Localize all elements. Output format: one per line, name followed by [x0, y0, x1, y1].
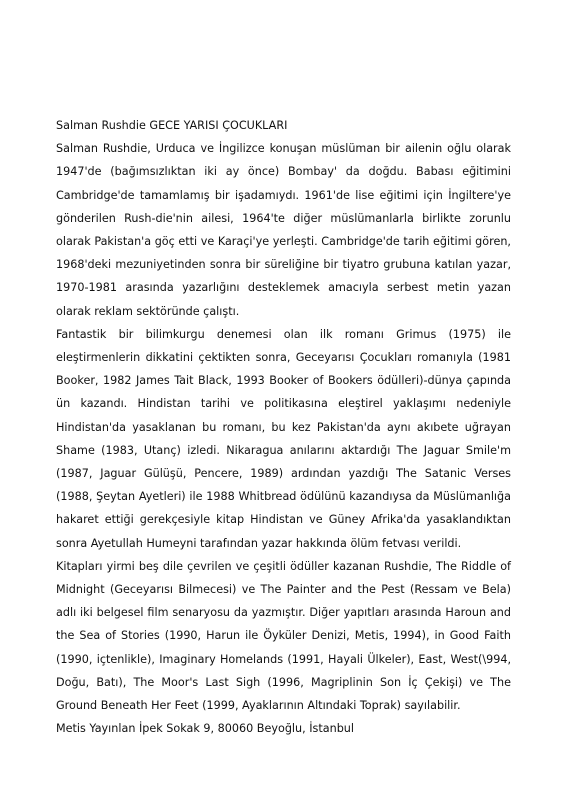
document-page: [56, 114, 511, 740]
paragraph-biography: Salman Rushdie, Urduca ve İngilizce konuşan müslüman bir ailenin oğlu olarak 1947'de (bağımsızlıktan iki ay önce) Bombay' da doğdu. Babası eğitimini Cambridge'de tamamlamış bir işadamıydı. 1961'de lise eğitimi için İngiltere'ye gönderilen Rush-die'nin ailesi, 1964'te diğer müslümanlarla birlikte zorunlu olarak Pakistan'a göç etti ve Karaçi'ye yerleşti. Cambridge'de tarih eğitimi gören, 1968'deki mezuniyetinden sonra bir süreliğine bir tiyatro grubuna katılan yazar, 1970-1981 arasında yazarlığını desteklemek amacıyla serbest metin yazan olarak reklam sektöründe çalıştı.: [56, 142, 511, 318]
paragraph-career: Fantastik bir bilimkurgu denemesi olan ilk romanı Grimus (1975) ile eleştirmenlerin dikkatini çektikten sonra, Geceyarısı Çocukları romanıyla (1981 Booker, 1982 James Tait Black, 1993 Booker of Bookers ödülleri)-dünya çapında ün kazandı. Hindistan tarihi ve politikasına eleştirel yaklaşımı nedeniyle Hindistan'da yasaklanan bu romanı, bu kez Pakistan'da aynı akıbete uğrayan Shame (1983, Utanç) izledi. Nikaragua anılarını aktardığı The Jaguar Smile'm (1987, Jaguar Gülüşü, Pencere, 1989) ardından yazdığı The Satanic Verses (1988, Şeytan Ayetleri) ile 1988 Whitbread ödülünü kazandıysa da Müslümanlığa hakaret ettiği gerekçesiyle kitap Hindistan ve Güney Afrika'da yasaklandıktan sonra Ayetullah Humeyni tarafından yazar hakkında ölüm fetvası verildi.: [56, 327, 511, 550]
publisher-address: Metis Yayınlan İpek Sokak 9, 80060 Beyoğlu, İstanbul: [56, 722, 355, 736]
paragraph-works: Kitapları yirmi beş dile çevrilen ve çeşitli ödüller kazanan Rushdie, The Riddle of Midnight (Geceyarısı Bilmecesi) ve The Painter and the Pest (Ressam ve Bela) adlı iki belgesel film senaryosu da yazmıştır. Diğer yapıtları arasında Haroun and the Sea of Stories (1990, Harun ile Öyküler Denizi, Metis, 1994), in Good Faith (1990, içtenlikle), Imaginary Homelands (1991, Hayali Ülkeler), East, West(\994, Doğu, Batı), The Moor's Last Sigh (1996, Magriplinin Son İç Çekişi) ve The Ground Beneath Her Feet (1999, Ayaklarının Altındaki Toprak) sayılabilir.: [56, 559, 511, 713]
document-heading: Salman Rushdie GECE YARISI ÇOCUKLARI: [56, 119, 288, 132]
